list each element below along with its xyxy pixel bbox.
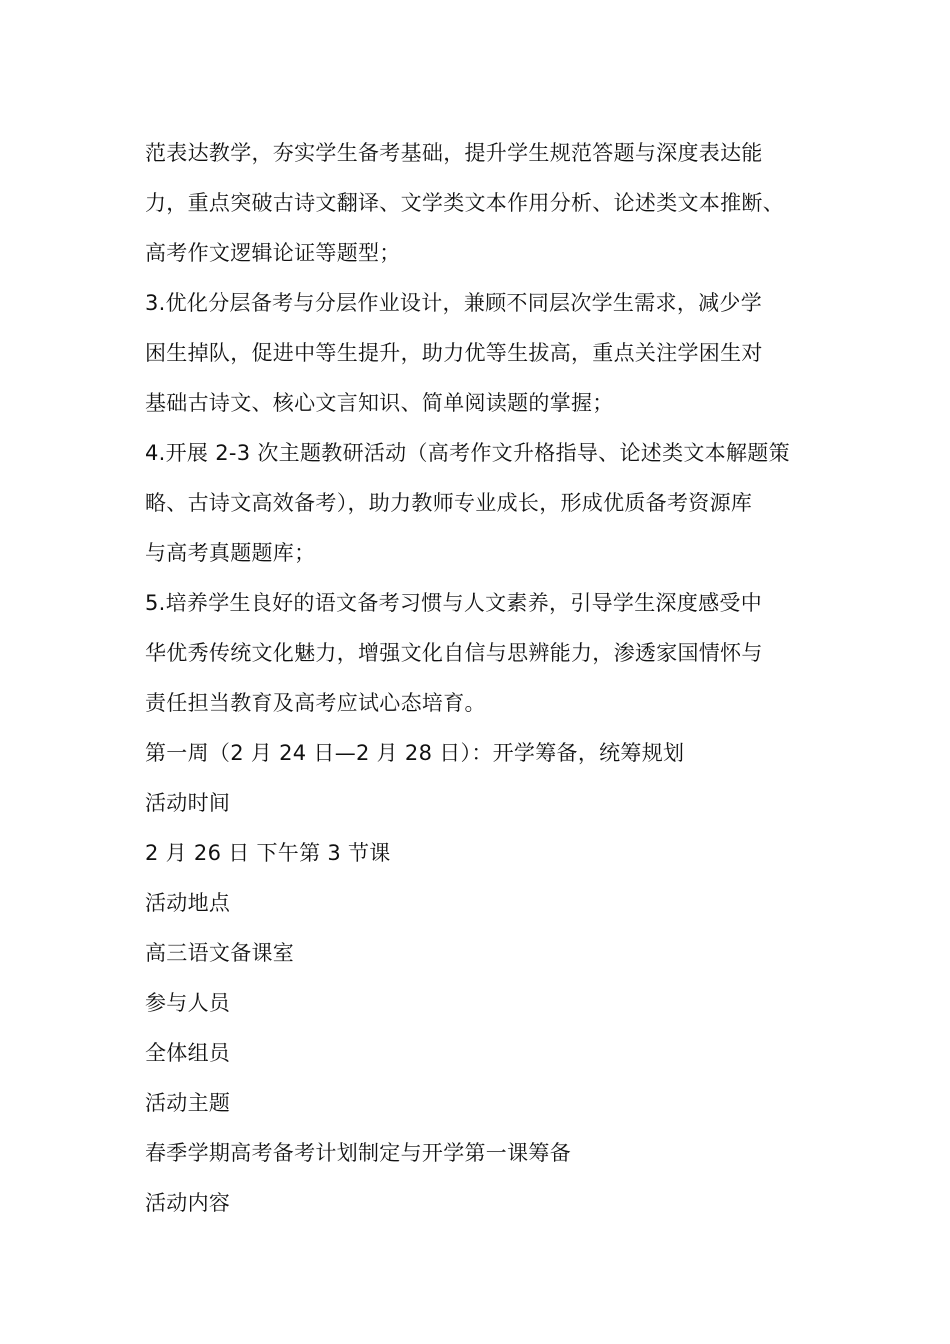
paragraph-line: 责任担当教育及高考应试心态培育。: [145, 691, 486, 715]
paragraph-line: 华优秀传统文化魅力，增强文化自信与思辨能力，渗透家国情怀与: [145, 641, 763, 665]
field-value-location: 高三语文备课室: [145, 941, 295, 965]
paragraph-line: 力，重点突破古诗文翻译、文学类文本作用分析、论述类文本推断、: [145, 191, 784, 215]
field-value-time: 2 月 26 日 下午第 3 节课: [145, 841, 391, 865]
field-label-participants: 参与人员: [145, 991, 231, 1015]
field-value-participants: 全体组员: [145, 1041, 231, 1065]
document-body: [145, 128, 835, 1228]
field-label-time: 活动时间: [145, 791, 231, 815]
list-item-4: 4.开展 2-3 次主题教研活动（高考作文升格指导、论述类文本解题策: [145, 441, 790, 465]
week-heading: 第一周（2 月 24 日—2 月 28 日）：开学筹备，统筹规划: [145, 741, 685, 765]
list-item-3: 3.优化分层备考与分层作业设计，兼顾不同层次学生需求，减少学: [145, 291, 763, 315]
list-item-5: 5.培养学生良好的语文备考习惯与人文素养，引导学生深度感受中: [145, 591, 763, 615]
field-label-content: 活动内容: [145, 1191, 231, 1215]
paragraph-line: 范表达教学，夯实学生备考基础，提升学生规范答题与深度表达能: [145, 141, 763, 165]
paragraph-line: 与高考真题题库；: [145, 541, 316, 565]
field-label-theme: 活动主题: [145, 1091, 231, 1115]
field-label-location: 活动地点: [145, 891, 231, 915]
paragraph-line: 略、古诗文高效备考），助力教师专业成长，形成优质备考资源库: [145, 491, 753, 515]
paragraph-line: 困生掉队，促进中等生提升，助力优等生拔高，重点关注学困生对: [145, 341, 763, 365]
paragraph-line: 高考作文逻辑论证等题型；: [145, 241, 401, 265]
field-value-theme: 春季学期高考备考计划制定与开学第一课筹备: [145, 1141, 571, 1165]
paragraph-line: 基础古诗文、核心文言知识、简单阅读题的掌握；: [145, 391, 614, 415]
